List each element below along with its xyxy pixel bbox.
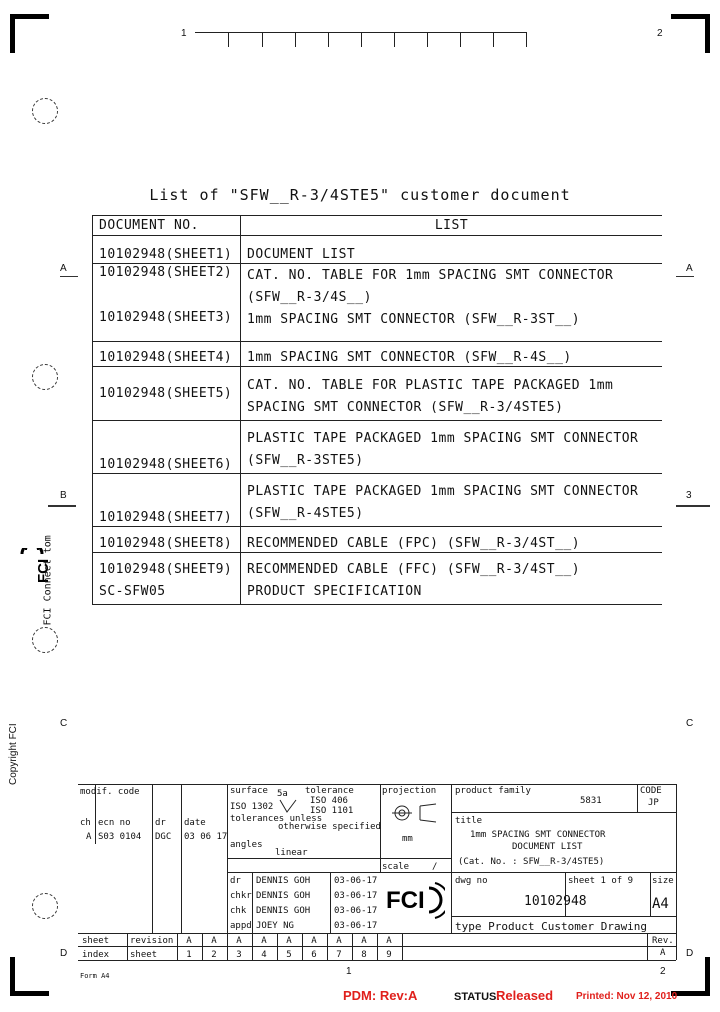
- surface-value: 5a: [277, 789, 288, 799]
- angles-label: angles: [230, 840, 263, 850]
- revision-cell: A: [211, 936, 217, 946]
- title-line-3: (Cat. No. : SFW__R-3/4STE5): [458, 857, 605, 867]
- punch-hole: [32, 364, 58, 390]
- revision-cell: A: [386, 936, 392, 946]
- tolerance-label: tolerance: [305, 786, 354, 796]
- ruler-tick: [328, 32, 329, 47]
- dwg-no-label: dwg no: [455, 876, 488, 886]
- doc-list-text: CAT. NO. TABLE FOR PLASTIC TAPE PACKAGED 1mm SPACING SMT CONNECTOR (SFW__R-3/4STE5): [241, 367, 663, 421]
- header-list: LIST: [241, 216, 663, 236]
- doc-number: 10102948(SHEET7): [93, 474, 241, 527]
- revision-cell: A: [186, 936, 192, 946]
- doc-list-text: RECOMMENDED CABLE (FPC) (SFW__R-3/4ST__): [241, 527, 663, 553]
- sheet-index-cell: 2: [211, 950, 217, 960]
- ruler-number-right: 2: [657, 28, 663, 39]
- doc-number: 10102948(SHEET5): [93, 367, 241, 421]
- form-label: Form A4: [80, 972, 110, 980]
- revision-cell: A: [361, 936, 367, 946]
- title-block-line: [330, 872, 331, 933]
- iso-1302-label: ISO 1302: [230, 802, 274, 812]
- copyright-connect-text: FCI Connect tom: [42, 535, 54, 626]
- zone-label-c-left: C: [60, 718, 68, 729]
- doc-list-text: [241, 553, 663, 605]
- zone-label-d-left: D: [60, 948, 68, 959]
- title-block-line: [451, 812, 676, 813]
- sheet-index-cell: 5: [286, 950, 292, 960]
- title-block-line: [451, 916, 676, 917]
- product-family-label: product family: [455, 786, 531, 796]
- product-family-value: 5831: [580, 796, 602, 806]
- title-block-line: [227, 872, 676, 873]
- pdm-revision: PDM: Rev:A: [343, 988, 418, 1003]
- zone-label-a-left: A: [60, 263, 67, 274]
- zone-label-b-right: 3: [686, 490, 692, 501]
- sheet-index-cell: 6: [311, 950, 317, 960]
- sheet-index-cell: 3: [236, 950, 242, 960]
- rev-ch: A: [86, 832, 92, 842]
- zone-line: [676, 276, 694, 277]
- document-list-table: [92, 215, 662, 605]
- index-sheet-label: sheet: [130, 950, 158, 960]
- title-block-line: [227, 858, 451, 859]
- zone-label-a-right: A: [686, 263, 693, 274]
- doc-list-text: PLASTIC TAPE PACKAGED 1mm SPACING SMT CONNECTOR (SFW__R-3STE5): [241, 421, 663, 474]
- printed-date: Printed: Nov 12, 2010: [576, 991, 678, 1002]
- ruler-tick: [526, 32, 527, 47]
- dr-label: dr: [155, 818, 166, 828]
- ruler-tick: [228, 32, 229, 47]
- index-row-label: index: [82, 950, 110, 960]
- title-block-line: [451, 784, 452, 933]
- table-row: [93, 474, 663, 527]
- zone-line: [60, 276, 78, 277]
- crop-mark-top-right: [671, 14, 710, 53]
- ruler-number-bottom-left: 1: [346, 966, 352, 977]
- chkr-date: 03-06-17: [334, 891, 378, 901]
- scale-value: /: [432, 862, 438, 872]
- zone-label-c-right: C: [686, 718, 694, 729]
- sheet-count: sheet 1 of 9: [568, 876, 634, 886]
- doc-number: 10102948(SHEET6): [93, 421, 241, 474]
- title-line-1: 1mm SPACING SMT CONNECTOR: [470, 830, 606, 840]
- chk-date: 03-06-17: [334, 906, 378, 916]
- doc-number-line: SC-SFW05: [99, 584, 166, 599]
- revision-cell: A: [261, 936, 267, 946]
- revision-cell: A: [236, 936, 242, 946]
- appd-role-label: appd: [230, 921, 252, 931]
- doc-list-line: RECOMMENDED CABLE (FFC) (SFW__R-3/4ST__): [247, 562, 581, 577]
- otherwise-specified-label: otherwise specified: [278, 822, 381, 832]
- scale-label: scale: [382, 862, 410, 872]
- revision-row-label: revision: [130, 936, 174, 946]
- appd-date: 03-06-17: [334, 921, 378, 931]
- doc-number-line: 10102948(SHEET9): [99, 562, 233, 577]
- fci-logo: [385, 878, 445, 928]
- ruler-tick: [394, 32, 395, 47]
- title-block-border: [78, 784, 676, 785]
- size-label: size: [652, 876, 674, 886]
- code-label: CODE: [640, 786, 662, 796]
- mm-label: mm: [402, 834, 413, 844]
- rev-date: 03 06 17: [184, 832, 228, 842]
- drawing-type: type Product Customer Drawing: [455, 920, 648, 933]
- ruler-tick: [427, 32, 428, 47]
- table-row: [93, 527, 663, 553]
- rev-label: Rev.: [652, 936, 674, 946]
- ruler-tick: [361, 32, 362, 47]
- chk-name: DENNIS GOH: [256, 906, 311, 916]
- title-block-border: [78, 960, 676, 961]
- doc-number: 10102948(SHEET4): [93, 342, 241, 367]
- doc-list-text: [241, 264, 663, 342]
- doc-number-line: 10102948(SHEET3): [99, 310, 233, 325]
- punch-hole: [32, 893, 58, 919]
- status-value: Released: [496, 988, 554, 1003]
- linear-label: linear: [275, 848, 308, 858]
- title-block-line: [152, 784, 153, 933]
- ruler-tick: [460, 32, 461, 47]
- title-block-line: [181, 784, 182, 933]
- doc-list-line: PRODUCT SPECIFICATION: [247, 584, 422, 599]
- punch-hole: [32, 98, 58, 124]
- doc-list-line: CAT. NO. TABLE FOR 1mm SPACING SMT CONNECTOR (SFW__R-3/4S__): [247, 268, 614, 305]
- chkr-role-label: chkr: [230, 891, 252, 901]
- dr-name: DENNIS GOH: [256, 876, 311, 886]
- doc-number: [93, 264, 241, 342]
- ruler-number-bottom-right: 2: [660, 966, 666, 977]
- chk-role-label: chk: [230, 906, 247, 916]
- ruler-number-left: 1: [181, 28, 187, 39]
- title-line-2: DOCUMENT LIST: [512, 842, 583, 852]
- projection-label: projection: [382, 786, 437, 796]
- doc-number: 10102948(SHEET8): [93, 527, 241, 553]
- title-block-line: [127, 933, 128, 960]
- status-label: STATUS:: [454, 991, 501, 1003]
- title-block-line: [647, 933, 648, 960]
- revision-cell: A: [311, 936, 317, 946]
- date-label: date: [184, 818, 206, 828]
- dr-role-label: dr: [230, 876, 241, 886]
- doc-number: 10102948(SHEET1): [93, 236, 241, 264]
- sheet-row-label: sheet: [82, 936, 110, 946]
- chkr-name: DENNIS GOH: [256, 891, 311, 901]
- doc-list-text: PLASTIC TAPE PACKAGED 1mm SPACING SMT CONNECTOR (SFW__R-4STE5): [241, 474, 663, 527]
- ruler-tick: [262, 32, 263, 47]
- surface-label: surface: [230, 786, 268, 796]
- table-row: [93, 236, 663, 264]
- sheet-index-cell: 9: [386, 950, 392, 960]
- doc-list-text: DOCUMENT LIST: [241, 236, 663, 264]
- title-block-line: [637, 784, 638, 812]
- iso-406-label: ISO 406: [310, 796, 348, 806]
- code-value: JP: [648, 798, 659, 808]
- table-row: [93, 367, 663, 421]
- doc-list-line: 1mm SPACING SMT CONNECTOR (SFW__R-3ST__): [247, 312, 581, 327]
- table-row: [93, 264, 663, 342]
- revision-cell: A: [286, 936, 292, 946]
- ruler-tick: [493, 32, 494, 47]
- crop-mark-top-left: [10, 14, 49, 53]
- ruler-tick: [295, 32, 296, 47]
- title-block-line: [252, 872, 253, 933]
- sheet-index-cell: 8: [361, 950, 367, 960]
- ch-label: ch: [80, 818, 91, 828]
- revision-cell: A: [336, 936, 342, 946]
- sheet-index-cell: 7: [336, 950, 342, 960]
- title-block-line: [650, 872, 651, 916]
- document-title: List of "SFW__R-3/4STE5" customer document: [149, 186, 571, 204]
- sheet-index-cell: 4: [261, 950, 267, 960]
- dr-date: 03-06-17: [334, 876, 378, 886]
- table-row: [93, 342, 663, 367]
- projection-symbol-icon: [392, 802, 440, 828]
- table-row: [93, 553, 663, 605]
- sheet-index-cell: 1: [186, 950, 192, 960]
- doc-number-line: 10102948(SHEET2): [99, 265, 233, 280]
- size-value: A4: [652, 896, 669, 912]
- fci-logo-text: FCI: [35, 558, 50, 583]
- copyright-text: Copyright FCI: [8, 723, 19, 785]
- zone-label-d-right: D: [686, 948, 694, 959]
- fci-logo-text: FCI: [386, 887, 425, 914]
- zone-label-b-left: B: [60, 490, 67, 501]
- title-block-line: [402, 933, 403, 960]
- crop-mark-bottom-left: [10, 957, 49, 996]
- ecn-no-label: ecn no: [98, 818, 131, 828]
- rev-ecn: S03 0104: [98, 832, 142, 842]
- title-block-border: [676, 784, 677, 960]
- punch-hole: [32, 627, 58, 653]
- modif-code-label: modif. code: [80, 787, 140, 797]
- doc-list-text: 1mm SPACING SMT CONNECTOR (SFW__R-4S__): [241, 342, 663, 367]
- rev-dr: DGC: [155, 832, 172, 842]
- header-document-no: DOCUMENT NO.: [93, 216, 241, 236]
- zone-line: [676, 505, 710, 507]
- dwg-no-value: 10102948: [524, 894, 587, 909]
- tolerances-unless-label: tolerances unless: [230, 814, 323, 824]
- doc-number: [93, 553, 241, 605]
- iso-1101-label: ISO 1101: [310, 806, 354, 816]
- table-row: [93, 421, 663, 474]
- title-label: title: [455, 816, 483, 826]
- rev-value: A: [660, 948, 666, 958]
- appd-name: JOEY NG: [256, 921, 294, 931]
